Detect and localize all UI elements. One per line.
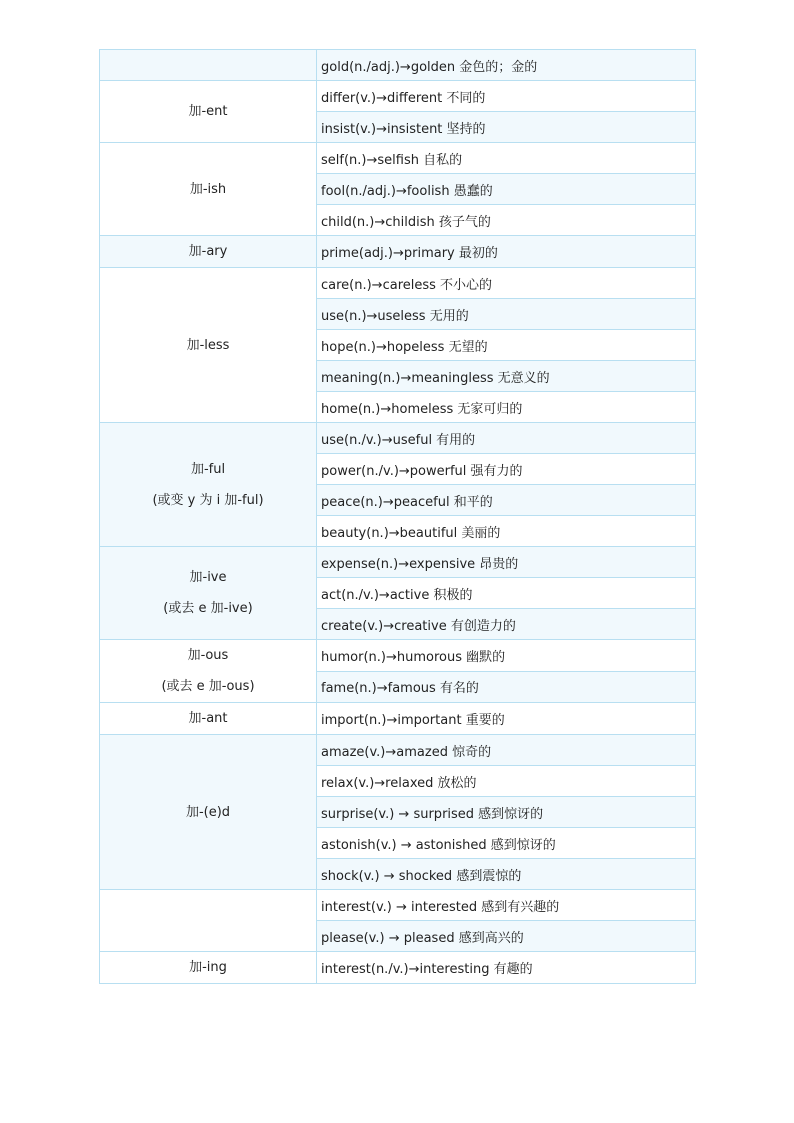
suffix-rule-text: 加-(e)d [185, 804, 231, 820]
suffix-rule-text: (或去 e 加-ous) [161, 679, 255, 694]
example-cell: beauty(n.)→beautiful 美丽的 [317, 516, 696, 547]
suffix-rule-cell [100, 236, 317, 268]
example-cell: power(n./v.)→powerful 强有力的 [317, 454, 696, 485]
example-cell: use(n.)→useless 无用的 [317, 299, 696, 330]
example-cell: child(n.)→childish 孩子气的 [317, 205, 696, 236]
suffix-rule-cell [100, 735, 317, 890]
example-cell: peace(n.)→peaceful 和平的 [317, 485, 696, 516]
table-row [100, 236, 696, 268]
example-cell: differ(v.)→different 不同的 [317, 81, 696, 112]
example-cell: hope(n.)→hopeless 无望的 [317, 330, 696, 361]
example-cell: fame(n.)→famous 有名的 [317, 671, 696, 703]
suffix-rule-text: (或去 e 加-ive) [163, 601, 253, 616]
table-row [100, 81, 696, 112]
table-row [100, 143, 696, 174]
table-row [100, 423, 696, 454]
suffix-rule-text: 加-ish [189, 181, 227, 197]
example-cell: prime(adj.)→primary 最初的 [317, 236, 696, 268]
table-row [100, 50, 696, 81]
table-row [100, 735, 696, 766]
suffix-rule-text: 加-ful [190, 461, 226, 477]
suffix-rule-text: 加-ous [187, 648, 229, 663]
example-cell: relax(v.)→relaxed 放松的 [317, 766, 696, 797]
example-cell: gold(n./adj.)→golden 金色的；金的 [317, 50, 696, 81]
suffix-rule-cell [100, 143, 317, 236]
suffix-table-body [100, 50, 696, 984]
example-cell: meaning(n.)→meaningless 无意义的 [317, 361, 696, 392]
suffix-rule-cell [100, 81, 317, 143]
example-cell: create(v.)→creative 有创造力的 [317, 609, 696, 640]
example-cell: self(n.)→selfish 自私的 [317, 143, 696, 174]
table-row [100, 547, 696, 578]
suffix-rule-cell [100, 890, 317, 952]
suffix-rule-cell [100, 640, 317, 703]
table-row [100, 703, 696, 735]
suffix-rule-text: 加-ing [189, 960, 227, 975]
suffix-rule-cell [100, 703, 317, 735]
suffix-rule-text: 加-ant [188, 711, 228, 726]
suffix-rule-cell [100, 268, 317, 423]
example-cell: care(n.)→careless 不小心的 [317, 268, 696, 299]
table-row [100, 890, 696, 921]
example-cell: insist(v.)→insistent 坚持的 [317, 112, 696, 143]
example-cell: interest(n./v.)→interesting 有趣的 [317, 952, 696, 984]
suffix-rule-text: 加-ive [189, 570, 227, 585]
suffix-rule-text: 加-ent [188, 104, 228, 119]
suffix-rule-text: 加-ary [188, 244, 228, 259]
example-cell: amaze(v.)→amazed 惊奇的 [317, 735, 696, 766]
example-cell: surprise(v.) → surprised 感到惊讶的 [317, 797, 696, 828]
example-cell: use(n./v.)→useful 有用的 [317, 423, 696, 454]
example-cell: fool(n./adj.)→foolish 愚蠢的 [317, 174, 696, 205]
example-cell: please(v.) → pleased 感到高兴的 [317, 921, 696, 952]
suffix-rule-cell [100, 952, 317, 984]
example-cell: expense(n.)→expensive 昂贵的 [317, 547, 696, 578]
suffix-rule-cell [100, 50, 317, 81]
suffix-rule-cell [100, 547, 317, 640]
suffix-rule-cell [100, 423, 317, 547]
example-cell: interest(v.) → interested 感到有兴趣的 [317, 890, 696, 921]
table-row [100, 268, 696, 299]
example-cell: home(n.)→homeless 无家可归的 [317, 392, 696, 423]
example-cell: import(n.)→important 重要的 [317, 703, 696, 735]
example-cell: shock(v.) → shocked 感到震惊的 [317, 859, 696, 890]
example-cell: humor(n.)→humorous 幽默的 [317, 640, 696, 672]
example-cell: astonish(v.) → astonished 感到惊讶的 [317, 828, 696, 859]
table-row [100, 640, 696, 672]
table-row [100, 952, 696, 984]
suffix-rule-text: 加-less [186, 337, 230, 353]
suffix-table [99, 49, 696, 984]
suffix-rule-text: (或变 y 为 i 加-ful) [152, 492, 264, 508]
example-cell: act(n./v.)→active 积极的 [317, 578, 696, 609]
